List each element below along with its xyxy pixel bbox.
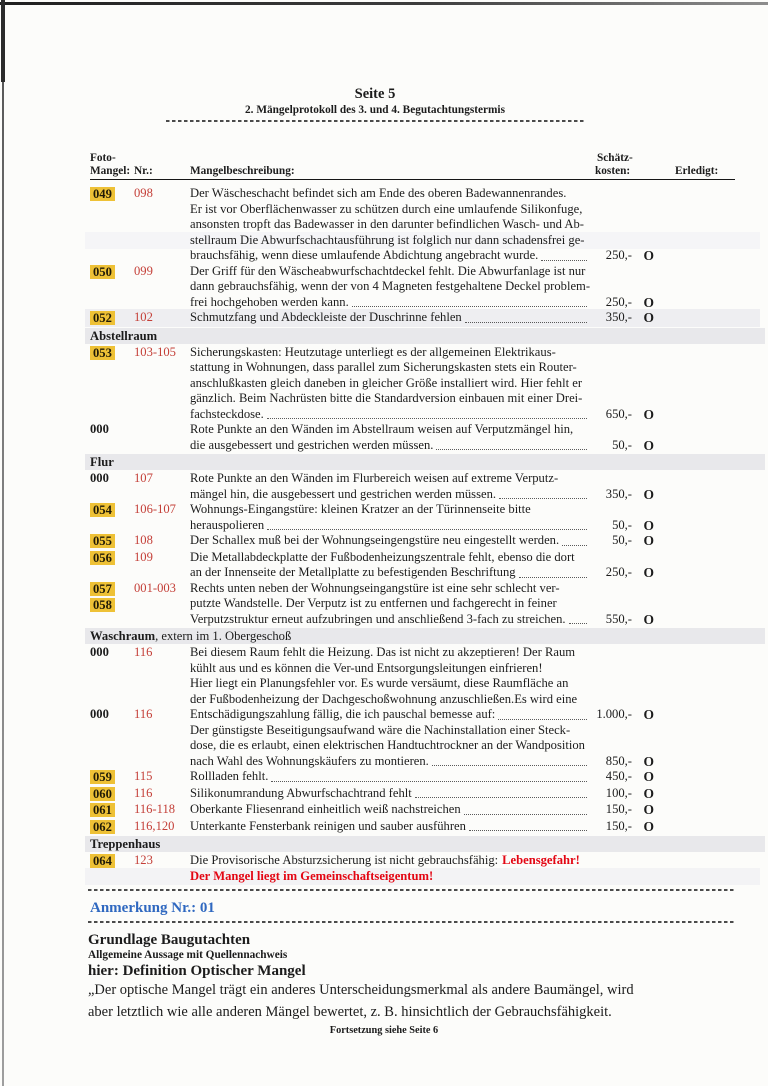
description-line — [190, 407, 654, 423]
description-text: Entschädigungszahlung fällig, die ich pauschal bemesse auf: — [190, 707, 496, 721]
table-header — [90, 152, 735, 180]
photo-number-row — [90, 502, 134, 519]
photo-number-row — [90, 264, 134, 281]
description-text: Schmutzfang und Abdeckleiste der Duschrinne fehlen — [190, 310, 462, 324]
header-nr: Nr.: — [134, 165, 153, 177]
cost-value: 250,- — [605, 248, 632, 262]
photo-number-row — [90, 786, 134, 803]
defect-entry — [90, 645, 768, 707]
photo-number-row — [90, 471, 134, 487]
dotted-leader — [267, 418, 587, 419]
defect-description — [190, 581, 654, 628]
dotted-leader — [541, 260, 587, 261]
cost-value: 850,- — [605, 753, 632, 768]
defect-description — [190, 707, 654, 769]
description-line — [190, 786, 654, 802]
divider-below-annotation — [88, 921, 736, 923]
photo-number: 052 — [90, 311, 115, 325]
description-text: Der günstigste Beseitigungsaufwand wäre die Nachinstallation einer Steck- — [190, 722, 571, 737]
photo-number-row — [90, 422, 134, 438]
defect-number — [134, 422, 190, 453]
description-line — [190, 295, 654, 311]
description-line — [190, 853, 654, 869]
photo-number-row — [90, 581, 134, 598]
description-text: Wohnungs-Eingangstüre: kleinen Kratzer an der Türinnenseite bitte — [190, 502, 531, 516]
description-line — [190, 692, 654, 708]
description-text: brauchsfähig, wenn diese umlaufende Abdichtung angebracht wurde. — [190, 248, 539, 262]
photo-number: 056 — [90, 551, 115, 565]
description-line — [190, 802, 654, 818]
photo-number-row — [90, 597, 134, 614]
description-line — [190, 391, 654, 407]
description-line — [190, 217, 654, 233]
description-text: gänzlich. Beim Nachrüsten bitte die Standardversion einbauen mit einer Drei- — [190, 391, 583, 405]
description-line — [190, 723, 654, 739]
divider-above-annotation — [88, 889, 736, 891]
description-text: Verputzstruktur erneut aufzubringen und anschließend 3-fach zu streichen. — [190, 611, 566, 626]
cost-value: 100,- — [605, 785, 632, 800]
dotted-leader — [436, 449, 587, 450]
description-text: Er ist vor Oberflächenwasser zu schützen durch eine umlaufende Silikonfuge, — [190, 201, 583, 216]
defect-entry — [90, 310, 768, 327]
defect-entry — [90, 471, 768, 502]
dotted-leader — [415, 797, 587, 798]
photo-number-row — [90, 819, 134, 836]
defect-entry — [90, 345, 768, 423]
description-line — [190, 471, 654, 487]
description-line — [190, 581, 654, 597]
defect-number: 106-107 — [134, 502, 176, 516]
header-mangelbeschreibung: Mangelbeschreibung: — [190, 165, 295, 177]
section-title: Treppenhaus — [90, 837, 161, 851]
erledigt-mark: O — [643, 753, 654, 769]
table-body — [0, 186, 768, 884]
photo-number: 064 — [90, 854, 115, 868]
defect-description — [190, 786, 654, 803]
description-line — [190, 279, 654, 295]
description-text: an der Innenseite der Metallplatte zu befestigenden Beschriftung — [190, 565, 516, 579]
defect-entry — [90, 853, 768, 884]
description-text: dose, die es erlaubt, einen elektrischen Handtuchtrockner an der Wandposition — [190, 738, 585, 752]
description-text: Sicherungskasten: Heutzutage unterliegt es der allgemeinen Elektrikaus- — [190, 344, 556, 359]
photo-number-column — [90, 645, 134, 707]
description-text: Rechts unten neben der Wohnungseingangstüre ist eine sehr schlecht ver- — [190, 580, 560, 595]
photo-number: 000 — [90, 422, 109, 436]
section-title: Waschraum — [90, 629, 156, 643]
photo-number-row — [90, 645, 134, 661]
defect-number: 116-118 — [134, 802, 176, 816]
description-text: Hier liegt ein Planungsfehler vor. Es wurde versäumt, diese Raumfläche an — [190, 676, 569, 690]
warning-text: Lebensgefahr! — [502, 853, 580, 867]
description-text: kühlt aus und es können die Ver-und Entsorgungsleitungen einfrieren! — [190, 660, 543, 675]
erledigt-mark: O — [643, 818, 654, 834]
header-kosten: kosten: — [595, 165, 631, 177]
section-header — [85, 454, 765, 470]
description-line — [190, 422, 654, 438]
description-text: stellraum Die Abwurfschachtausführung ist folglich nur dann schadensfrei ge- — [190, 232, 585, 247]
description-text: nach Wahl des Wohnungskäufers zu montieren. — [190, 753, 429, 768]
description-line — [190, 310, 654, 326]
description-line — [190, 869, 654, 885]
photo-number-column — [90, 853, 134, 884]
defect-description — [190, 502, 654, 533]
photo-number-column — [90, 422, 134, 453]
description-text: Die Metallabdeckplatte der Fußbodenheizungszentrale fehlt, ebenso die dort — [190, 549, 575, 564]
photo-number: 000 — [90, 707, 109, 721]
header-mangel: Mangel: — [90, 165, 131, 177]
description-line — [190, 487, 654, 503]
defect-number: 116 — [134, 707, 153, 721]
description-line — [190, 769, 654, 785]
erledigt-mark: O — [643, 707, 654, 722]
description-text: stattung in Wohnungen, dass parallel zum Sicherungskasten stets ein Router- — [190, 360, 577, 374]
description-text: Die Provisorische Absturzsicherung ist nicht gebrauchsfähig: — [190, 853, 499, 867]
defect-description — [190, 533, 654, 550]
description-line — [190, 645, 654, 661]
photo-number: 049 — [90, 187, 115, 201]
defect-number: 123 — [134, 853, 153, 867]
description-line — [190, 345, 654, 361]
erledigt-mark: O — [643, 248, 654, 263]
defect-entry — [90, 819, 768, 836]
defect-number: 116 — [134, 785, 153, 800]
defect-description — [190, 550, 654, 581]
description-text: frei hochgehoben werden kann. — [190, 294, 349, 309]
dotted-leader — [519, 577, 587, 578]
header-foto: Foto- — [90, 152, 116, 164]
photo-number-row — [90, 707, 134, 723]
dotted-leader — [498, 719, 587, 720]
defect-entry — [90, 422, 768, 453]
photo-number-row — [90, 310, 134, 327]
defect-description — [190, 345, 654, 423]
photo-number-column — [90, 186, 134, 264]
defect-description — [190, 853, 654, 884]
photo-number-row — [90, 853, 134, 870]
photo-number-column — [90, 533, 134, 550]
cost-value: 650,- — [605, 406, 632, 421]
photo-number: 059 — [90, 770, 115, 784]
photo-number: 053 — [90, 346, 115, 360]
photo-number-column — [90, 471, 134, 502]
annotation-quote-line1: „Der optische Mangel trägt ein anderes Unterscheidungsmerkmal als andere Baumängel, wird — [88, 982, 634, 998]
annotation-line-hier: hier: Definition Optischer Mangel — [88, 963, 306, 979]
dotted-leader — [464, 814, 587, 815]
description-text: Rollladen fehlt. — [190, 769, 269, 783]
defect-number: 102 — [134, 310, 153, 324]
defect-number: 116 — [134, 645, 153, 659]
erledigt-mark: O — [643, 769, 654, 784]
page-title: Seite 5 — [354, 86, 396, 102]
defect-number: 098 — [134, 186, 153, 200]
defect-number: 107 — [134, 471, 153, 485]
defect-entry — [90, 264, 768, 311]
annotation-line-allgemein: Allgemeine Aussage mit Quellennachweis — [88, 949, 288, 961]
defect-description — [190, 769, 654, 786]
page-subtitle: 2. Mängelprotokoll des 3. und 4. Begutachtungstermis — [245, 104, 505, 116]
section-header — [85, 328, 765, 344]
photo-number-row — [90, 550, 134, 567]
description-text: Silikonumrandung Abwurfschachtrand fehlt — [190, 785, 412, 800]
defect-entry — [90, 186, 768, 264]
defect-description — [190, 264, 654, 311]
erledigt-mark: O — [643, 437, 654, 453]
photo-number-column — [90, 786, 134, 803]
description-line — [190, 612, 654, 628]
description-line — [190, 738, 654, 754]
description-line — [190, 819, 654, 835]
description-text: fachsteckdose. — [190, 406, 264, 421]
photo-number-row — [90, 769, 134, 786]
cost-value: 1.000,- — [596, 707, 632, 721]
description-line — [190, 264, 654, 280]
photo-number-row — [90, 802, 134, 819]
annotation-quote-line2: aber letztlich wie alle anderen Mängel bewertet, z. B. hinsichtlich der Gebrauchsfähigkeit. — [88, 1003, 612, 1020]
section-header — [85, 836, 765, 852]
photo-number: 000 — [90, 645, 109, 659]
defect-number: 115 — [134, 769, 153, 783]
cost-value: 350,- — [605, 486, 632, 501]
description-text: putzte Wandstelle. Der Verputz ist zu entfernen und fachgerecht in feiner — [190, 596, 557, 610]
erledigt-mark: O — [643, 486, 654, 502]
description-text: dann gebrauchsfähig, wenn der von 4 Magneten festgehaltene Deckel problem- — [190, 279, 591, 293]
description-line — [190, 707, 654, 723]
annotation-quote — [88, 980, 713, 1023]
description-line — [190, 360, 654, 376]
description-line — [190, 186, 654, 202]
photo-number-column — [90, 264, 134, 311]
defect-entry — [90, 581, 768, 628]
defect-number: 001-003 — [134, 580, 176, 595]
dotted-leader — [267, 529, 587, 530]
description-line — [190, 502, 654, 518]
cost-value: 50,- — [612, 533, 632, 547]
photo-number-row — [90, 533, 134, 550]
dotted-leader — [352, 306, 587, 307]
erledigt-mark: O — [643, 517, 654, 533]
dotted-leader — [271, 781, 587, 782]
description-line — [190, 248, 654, 264]
dotted-leader — [432, 765, 587, 766]
photo-number: 061 — [90, 803, 115, 817]
photo-number: 050 — [90, 265, 115, 279]
description-text: Bei diesem Raum fehlt die Heizung. Das ist nicht zu akzeptieren! Der Raum — [190, 645, 576, 659]
description-text: Der Wäscheschacht befindet sich am Ende des oberen Badewannenrandes. — [190, 186, 567, 200]
photo-number-row — [90, 345, 134, 362]
description-line — [190, 233, 654, 249]
description-text: die ausgebessert und gestrichen werden müssen. — [190, 437, 434, 452]
description-line — [190, 596, 654, 612]
photo-number-column — [90, 345, 134, 423]
description-text: herauspolieren — [190, 517, 265, 532]
defect-number: 116,120 — [134, 818, 175, 833]
defect-description — [190, 422, 654, 453]
cost-value: 150,- — [605, 818, 632, 833]
defect-description — [190, 819, 654, 836]
dotted-leader — [562, 545, 587, 546]
photo-number-column — [90, 502, 134, 533]
defect-description — [190, 802, 654, 819]
photo-number-row — [90, 186, 134, 203]
section-title: Abstellraum — [90, 328, 158, 343]
erledigt-mark: O — [643, 785, 654, 801]
annotation-heading: Anmerkung Nr.: 01 — [90, 900, 215, 916]
cost-value: 350,- — [605, 310, 632, 324]
description-text: Unterkante Fensterbank reinigen und sauber ausführen — [190, 818, 466, 833]
defect-entry — [90, 533, 768, 550]
section-title-suffix: , extern im 1. Obergeschoß — [155, 629, 292, 643]
cost-value: 150,- — [605, 802, 632, 816]
defect-entry — [90, 502, 768, 533]
description-line — [190, 518, 654, 534]
description-text: ansonsten tropft das Badewasser in den darunter befindlichen Wasch- und Ab- — [190, 217, 584, 231]
defect-description — [190, 645, 654, 707]
defect-number: 103-105 — [134, 344, 176, 359]
section-header — [85, 628, 765, 644]
erledigt-mark: O — [643, 802, 654, 817]
dotted-leader — [499, 498, 587, 499]
description-text: Der Griff für den Wäscheabwurfschachtdeckel fehlt. Die Abwurfanlage ist nur — [190, 263, 586, 278]
description-text: mängel hin, die ausgebessert und gestrichen werden müssen. — [190, 486, 497, 501]
continuation-note: Fortsetzung siehe Seite 6 — [329, 1025, 439, 1036]
defect-description — [190, 186, 654, 264]
description-line — [190, 533, 654, 549]
photo-number: 000 — [90, 471, 109, 485]
defect-entry — [90, 802, 768, 819]
erledigt-mark: O — [643, 533, 654, 548]
cost-value: 450,- — [605, 769, 632, 783]
description-line — [190, 661, 654, 677]
description-line — [190, 754, 654, 770]
photo-number-column — [90, 769, 134, 786]
cost-value: 50,- — [612, 517, 632, 532]
defect-entry — [90, 550, 768, 581]
description-line — [190, 676, 654, 692]
defect-number: 099 — [134, 263, 153, 278]
defect-description — [190, 471, 654, 502]
defect-description — [190, 310, 654, 327]
photo-number: 054 — [90, 503, 115, 517]
description-text: Rote Punkte an den Wänden im Flurbereich weisen auf extreme Verputz- — [190, 471, 559, 485]
description-line — [190, 202, 654, 218]
photo-number-column — [90, 707, 134, 769]
description-text: Rote Punkte an den Wänden im Abstellraum weisen auf Verputzmängel hin, — [190, 422, 574, 436]
defect-entry — [90, 786, 768, 803]
photo-number-column — [90, 581, 134, 628]
description-line — [190, 376, 654, 392]
defect-entry — [90, 707, 768, 769]
erledigt-mark: O — [643, 406, 654, 422]
photo-number: 057 — [90, 582, 115, 596]
photo-number-column — [90, 819, 134, 836]
photo-number-column — [90, 310, 134, 327]
defect-number: 108 — [134, 533, 153, 547]
title-divider — [166, 120, 586, 122]
cost-value: 250,- — [605, 294, 632, 309]
erledigt-mark: O — [643, 310, 654, 325]
photo-number: 062 — [90, 820, 115, 834]
cost-value: 50,- — [612, 437, 632, 452]
description-text: Oberkante Fliesenrand einheitlich weiß nachstreichen — [190, 802, 461, 816]
header-schaetz: Schätz- — [597, 152, 633, 164]
photo-number: 055 — [90, 534, 115, 548]
description-line — [190, 550, 654, 566]
erledigt-mark: O — [643, 565, 654, 580]
defect-number: 109 — [134, 549, 153, 564]
description-text: Der Schallex muß bei der Wohnungseingengstüre neu eingestellt werden. — [190, 533, 560, 547]
erledigt-mark: O — [643, 294, 654, 310]
photo-number-column — [90, 802, 134, 819]
annotation-line-grundlage: Grundlage Baugutachten — [88, 932, 251, 948]
defect-entry — [90, 769, 768, 786]
photo-number-column — [90, 550, 134, 581]
dotted-leader — [465, 322, 587, 323]
description-text: anschlußkasten gleich daneben in gleicher Größe installiert wird. Hier fehlt er — [190, 375, 583, 390]
dotted-leader — [569, 623, 587, 624]
description-line — [190, 565, 654, 581]
dotted-leader — [469, 830, 587, 831]
photo-number: 060 — [90, 787, 115, 801]
erledigt-mark: O — [643, 611, 654, 627]
header-erledigt: Erledigt: — [675, 165, 719, 177]
description-text: der Fußbodenheizung der Dachgeschoßwohnung anzuschließen.Es wird eine — [190, 691, 578, 706]
warning-text: Der Mangel liegt im Gemeinschaftseigentum! — [190, 868, 434, 883]
photo-number: 058 — [90, 598, 115, 612]
description-line — [190, 438, 654, 454]
section-title: Flur — [90, 455, 114, 469]
cost-value: 250,- — [605, 565, 632, 579]
cost-value: 550,- — [605, 611, 632, 626]
